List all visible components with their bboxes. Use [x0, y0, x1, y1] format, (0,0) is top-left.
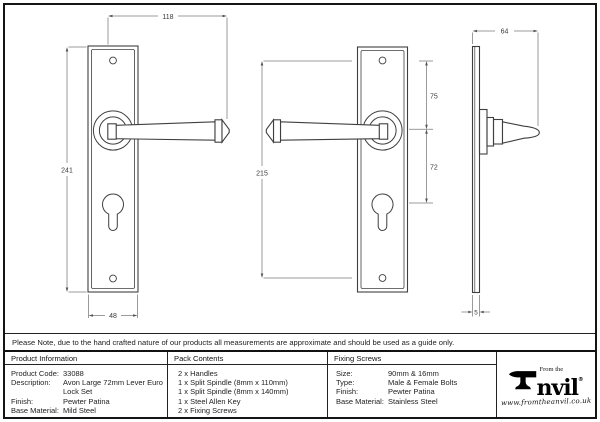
- pack-item: 1 x Steel Allen Key: [178, 396, 241, 406]
- spec-row: [5, 397, 167, 406]
- registered-symbol: ®: [577, 376, 584, 383]
- spec-label: Base Material:: [11, 405, 59, 415]
- spec-value: 90mm & 16mm: [388, 369, 439, 378]
- fixing-screws-section: [327, 352, 496, 417]
- dim-centre-to-keyhole: 72: [430, 164, 438, 172]
- spec-row: [328, 378, 496, 387]
- spec-value: 33088: [63, 369, 84, 378]
- spec-row: [5, 378, 167, 387]
- dim-projection: 64: [500, 28, 509, 36]
- fixing-screws-header: Fixing Screws: [328, 352, 496, 365]
- pack-contents-header: Pack Contents: [168, 352, 327, 365]
- dimension-arrows: [66, 15, 538, 317]
- spec-row: [5, 406, 167, 415]
- spec-value: Avon Large 72mm Lever Euro: [63, 378, 163, 388]
- spec-row: [328, 387, 496, 396]
- dim-plate-width: 48: [109, 313, 117, 321]
- pack-item: 2 x Fixing Screws: [178, 405, 237, 415]
- spec-value: Mild Steel: [63, 405, 96, 415]
- brand-cell: [496, 352, 595, 417]
- pack-item: 1 x Split Spindle (8mm x 140mm): [178, 387, 289, 397]
- spec-label: [11, 387, 63, 396]
- pack-contents-section: [167, 352, 327, 417]
- dim-plate-height: 241: [61, 167, 73, 175]
- anvil-icon: [508, 368, 538, 392]
- spec-label: Type:: [336, 378, 355, 388]
- logo-tagline: From the: [539, 365, 564, 373]
- product-information-section: [5, 352, 167, 417]
- spec-value: Pewter Patina: [63, 396, 110, 406]
- logo-wordmark: nvil®: [536, 374, 584, 401]
- product-information-header: Product Information: [5, 352, 167, 365]
- spec-table: [5, 352, 595, 417]
- spec-value: Male & Female Bolts: [388, 378, 458, 388]
- dimension-labels: [61, 14, 508, 320]
- measurement-note-text: Please Note, due to the hand crafted nature of our products all measurements are approximate and should be used as a guide only.: [12, 337, 455, 347]
- logo-website: www.fromtheanvil.co.uk: [500, 396, 592, 407]
- anvil-logo: [501, 364, 591, 406]
- dim-thickness: 5: [474, 309, 478, 317]
- measurement-note: [5, 333, 595, 352]
- spec-label: Base Material:: [336, 396, 384, 406]
- dim-screw-centres: 215: [256, 170, 268, 178]
- spec-row: [5, 369, 167, 378]
- spec-label: Size:: [336, 369, 353, 378]
- pack-item: 1 x Split Spindle (8mm x 110mm): [178, 378, 288, 388]
- side-view: [473, 47, 540, 293]
- spec-value: Stainless Steel: [388, 396, 438, 406]
- spec-row: [328, 397, 496, 406]
- spec-label: Finish:: [11, 396, 34, 406]
- dim-top-to-centre: 75: [430, 93, 438, 101]
- spec-value: Lock Set: [63, 387, 93, 397]
- pack-item: 2 x Handles: [178, 369, 218, 378]
- spec-value: Pewter Patina: [388, 387, 435, 397]
- rear-view: [266, 47, 407, 292]
- spec-label: Finish:: [336, 387, 359, 397]
- spec-label: Product Code:: [11, 369, 59, 378]
- spec-row: [328, 369, 496, 378]
- dim-lever-length: 118: [162, 13, 174, 21]
- spec-row: [5, 387, 167, 396]
- spec-label: Description:: [11, 378, 51, 388]
- front-view: [88, 46, 229, 292]
